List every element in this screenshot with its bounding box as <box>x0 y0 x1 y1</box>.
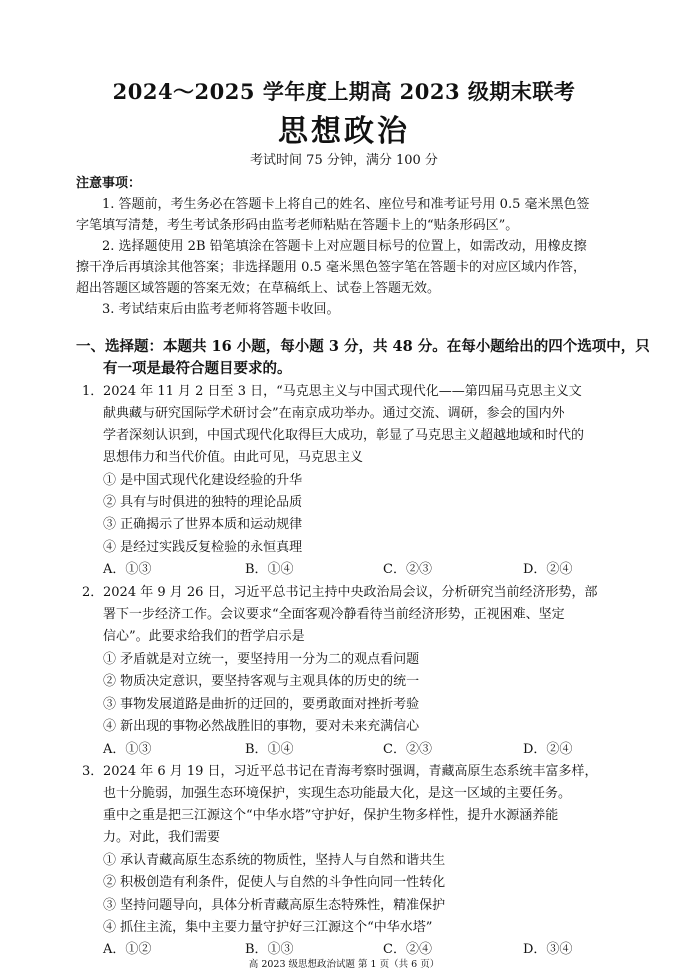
question-item: ② 具有与时俱进的独特的理论品质 <box>103 495 303 510</box>
question-stem: 2024 年 9 月 26 日，习近平总书记主持中央政治局会议，分析研究当前经济形势，部 <box>103 585 598 600</box>
option-c: C．②③ <box>383 562 432 577</box>
question-item: ① 承认青藏高原生态系统的物质性，坚持人与自然和谐共生 <box>103 853 446 868</box>
option-a: A．①③ <box>103 742 152 757</box>
option-b: B．①③ <box>245 942 294 957</box>
exam-title: 2024～2025 学年度上期高 2023 级期末联考 <box>112 79 576 104</box>
question-stem: 署下一步经济工作。会议要求“全面客观冷静看待当前经济形势，正视困难、坚定 <box>103 607 565 622</box>
option-b: B．①④ <box>245 562 294 577</box>
question-number: 1． <box>82 384 104 399</box>
question-item: ④ 是经过实践反复检验的永恒真理 <box>103 540 303 555</box>
question-item: ③ 正确揭示了世界本质和运动规律 <box>103 517 303 532</box>
note-line: 3. 考试结束后由监考老师将答题卡收回。 <box>102 302 340 317</box>
page-footer: 高 2023 级思想政治试题 第 1 页（共 6 页） <box>248 959 440 970</box>
question-item: ④ 抓住主流，集中主要力量守护好三江源这个“中华水塔” <box>103 920 433 935</box>
notes-heading: 注意事项： <box>76 176 142 191</box>
question-stem: 学者深刻认识到，中国式现代化取得巨大成功，彰显了马克思主义超越地域和时代的 <box>103 428 585 443</box>
question-item: ① 矛盾就是对立统一，要坚持用一分为二的观点看问题 <box>103 652 420 667</box>
question-item: ④ 新出现的事物必然战胜旧的事物，要对未来充满信心 <box>103 719 420 734</box>
option-d: D．②④ <box>523 562 573 577</box>
note-line: 2. 选择题使用 2B 铅笔填涂在答题卡上对应题目标号的位置上，如需改动，用橡皮擦 <box>102 239 587 254</box>
option-c: C．②③ <box>383 742 432 757</box>
question-stem: 2024 年 6 月 19 日，习近平总书记在青海考察时强调，青藏高原生态系统丰富多样， <box>103 764 598 779</box>
question-stem: 信心”。此要求给我们的哲学启示是 <box>103 629 305 644</box>
section-heading: 一、选择题：本题共 16 小题，每小题 3 分，共 48 分。在每小题给出的四个选项中，只 <box>76 338 650 355</box>
question-stem: 也十分脆弱，加强生态环境保护，实现生态功能最大化，是这一区域的主要任务。 <box>103 786 572 801</box>
question-stem: 力。对此，我们需要 <box>103 830 221 845</box>
option-b: B．①④ <box>245 742 294 757</box>
note-line: 超出答题区域答题的答案无效；在草稿纸上、试卷上答题无效。 <box>76 281 441 296</box>
question-item: ② 积极创造有利条件，促使人与自然的斗争性向同一性转化 <box>103 875 446 890</box>
exam-info: 考试时间 75 分钟，满分 100 分 <box>250 153 438 168</box>
question-item: ③ 坚持问题导向，具体分析青藏高原生态特殊性，精准保护 <box>103 898 446 913</box>
question-stem: 献典藏与研究国际学术研讨会”在南京成功举办。通过交流、调研，参会的国内外 <box>103 406 565 421</box>
note-line: 擦干净后再填涂其他答案；非选择题用 0.5 毫米黑色签字笔在答题卡的对应区域内作答， <box>76 260 586 275</box>
question-item: ③ 事物发展道路是曲折的迂回的，要勇敢面对挫折考验 <box>103 697 420 712</box>
note-line: 字笔填写清楚，考生考试条形码由监考老师粘贴在答题卡上的“贴条形码区”。 <box>76 218 519 233</box>
note-line: 1. 答题前，考生务必在答题卡上将自己的姓名、座位号和准考证号用 0.5 毫米黑色签 <box>102 197 590 212</box>
question-stem: 思想伟力和当代价值。由此可见，马克思主义 <box>103 450 364 465</box>
subject-title: 思想政治 <box>278 114 410 149</box>
question-number: 2． <box>82 585 104 600</box>
option-d: D．③④ <box>523 942 573 957</box>
question-number: 3． <box>82 764 104 779</box>
section-heading-cont: 有一项是最符合题目要求的。 <box>103 360 292 377</box>
option-a: A．①③ <box>103 562 152 577</box>
question-item: ① 是中国式现代化建设经验的升华 <box>103 473 303 488</box>
option-c: C．②④ <box>383 942 432 957</box>
question-stem: 2024 年 11 月 2 日至 3 日，“马克思主义与中国式现代化——第四届马克思主义文 <box>103 384 582 399</box>
option-a: A．①② <box>103 942 152 957</box>
option-d: D．②④ <box>523 742 573 757</box>
question-stem: 重中之重是把三江源这个“中华水塔”守护好，保护生物多样性，提升水源涵养能 <box>103 808 559 823</box>
question-item: ② 物质决定意识，要坚持客观与主观具体的历史的统一 <box>103 674 420 689</box>
